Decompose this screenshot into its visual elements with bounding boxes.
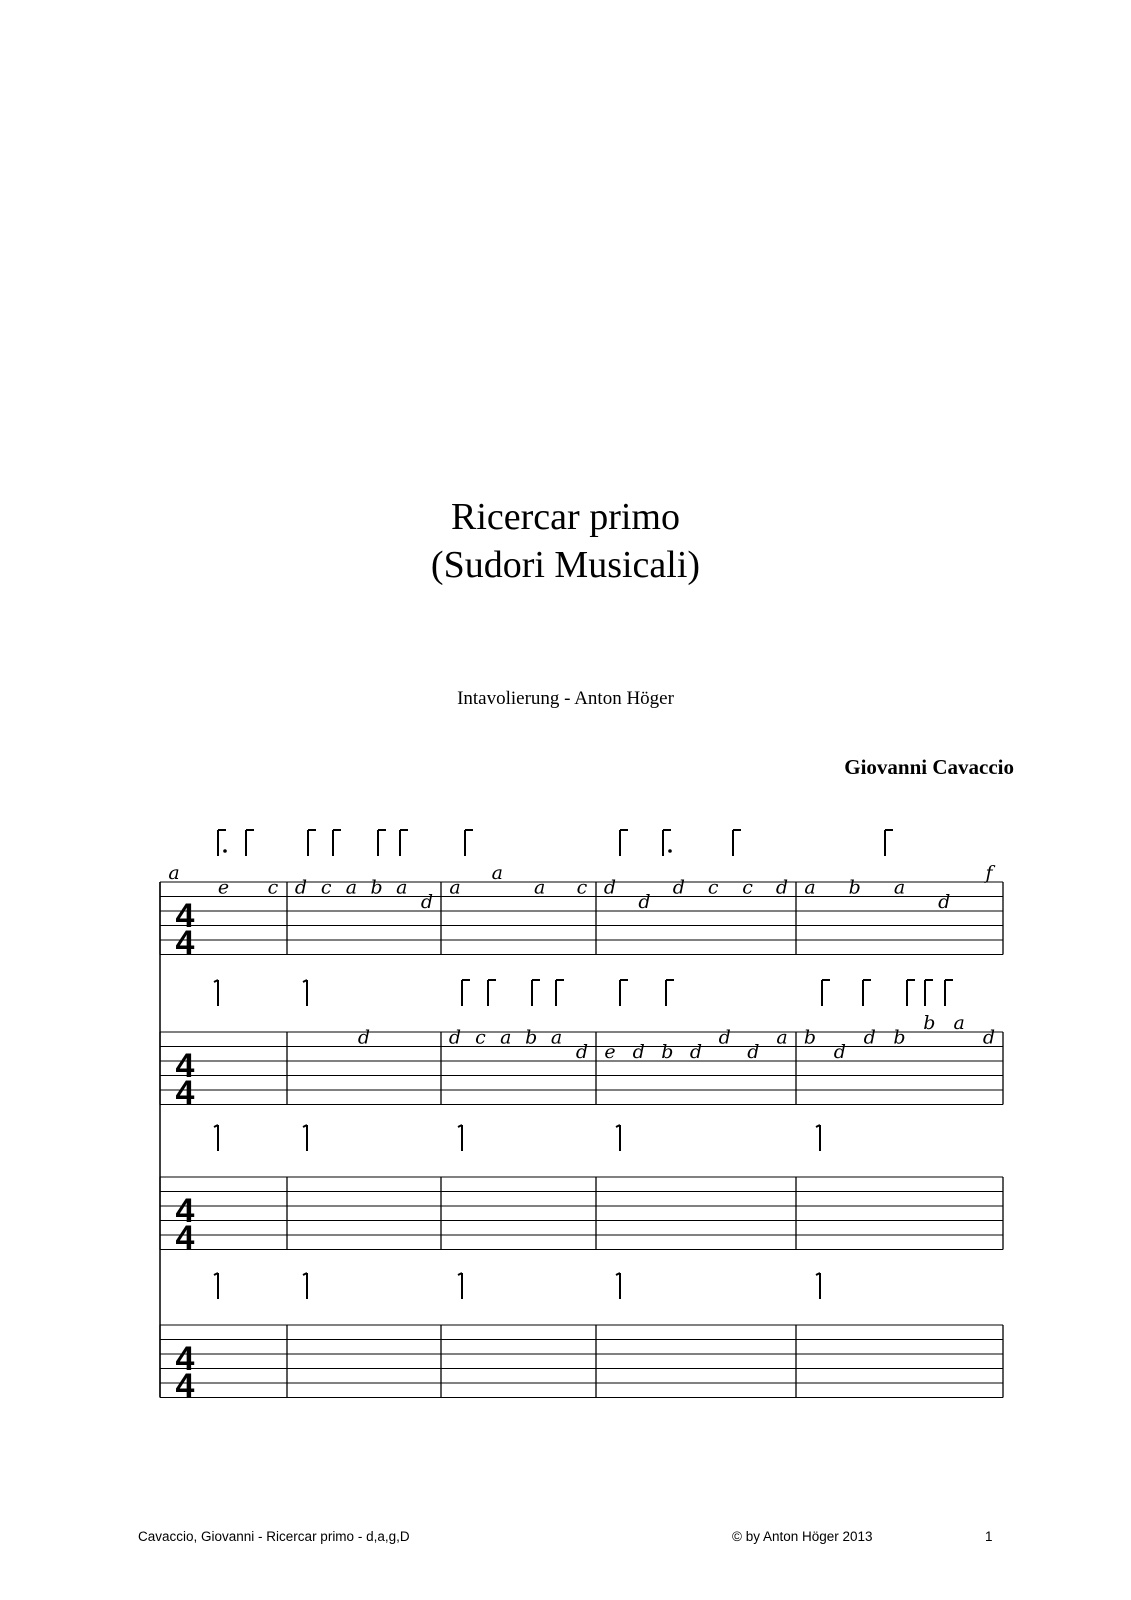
tab-letter: a [550, 1026, 563, 1049]
tab-letter: a [953, 1012, 965, 1034]
tab-letter: d [632, 1041, 645, 1063]
tab-letter: a [345, 876, 358, 899]
tab-letter: d [448, 1026, 462, 1049]
time-signature-numerator: 4 [175, 1340, 195, 1378]
tab-letter: b [893, 1026, 906, 1049]
tab-letter: d [672, 876, 685, 899]
rhythm-dot [223, 849, 227, 853]
page-title: Ricercar primo [451, 496, 680, 538]
tab-letter: d [833, 1041, 846, 1063]
page-subtitle: (Sudori Musicali) [430, 544, 701, 586]
tab-letter: c [320, 876, 332, 899]
tab-letter: c [707, 876, 719, 899]
footer-copyright: © by Anton Höger 2013 [732, 1529, 873, 1544]
tab-letter: c [475, 1026, 486, 1049]
tab-letter: c [576, 876, 588, 899]
tab-letter: d [718, 1026, 731, 1049]
tab-letter: d [294, 876, 308, 899]
tab-letter: a [534, 876, 546, 899]
tab-letter: c [267, 876, 279, 899]
tab-letter: d [689, 1041, 703, 1063]
tab-letter: a [804, 876, 816, 899]
page-number: 1 [985, 1529, 993, 1544]
tab-letter: a [491, 862, 503, 884]
tab-letter: a [168, 862, 180, 884]
tab-letter: d [357, 1026, 371, 1049]
tab-letter: d [982, 1026, 996, 1049]
tab-letter: d [575, 1041, 589, 1063]
time-signature-denominator: 4 [175, 1367, 195, 1405]
tab-letter: b [370, 876, 383, 899]
tab-letter: d [775, 876, 789, 899]
tab-letter: d [863, 1026, 876, 1049]
tab-letter: f [985, 862, 993, 884]
composer-name: Giovanni Cavaccio [844, 755, 1014, 779]
tab-letter: a [449, 876, 461, 899]
tab-letter: b [803, 1026, 817, 1049]
tab-letter: b [848, 876, 861, 899]
tab-letter: e [217, 876, 230, 899]
tab-letter: b [923, 1012, 936, 1034]
time-signature-numerator: 4 [175, 1047, 195, 1085]
time-signature-denominator: 4 [175, 1074, 195, 1112]
rhythm-dot [668, 849, 672, 853]
tab-letter: d [938, 891, 951, 913]
time-signature-denominator: 4 [175, 1219, 195, 1257]
arranger-credit: Intavolierung - Anton Höger [457, 688, 674, 709]
tab-letter: a [396, 876, 408, 899]
time-signature-denominator: 4 [175, 924, 195, 962]
time-signature-numerator: 4 [175, 897, 195, 935]
tab-letter: d [603, 876, 617, 899]
tab-letter: a [893, 876, 906, 899]
tab-letter: a [776, 1026, 788, 1049]
tab-letter: d [420, 891, 434, 913]
tab-letter: e [604, 1041, 616, 1063]
footer-left: Cavaccio, Giovanni - Ricercar primo - d,a,g,D [138, 1529, 410, 1544]
tab-letter: d [638, 891, 651, 913]
tab-letter: b [525, 1026, 538, 1049]
tab-letter: b [661, 1041, 674, 1063]
tab-letter: a [500, 1026, 512, 1049]
tab-letter: d [747, 1041, 760, 1063]
tab-letter: c [742, 876, 753, 899]
time-signature-numerator: 4 [175, 1192, 195, 1230]
